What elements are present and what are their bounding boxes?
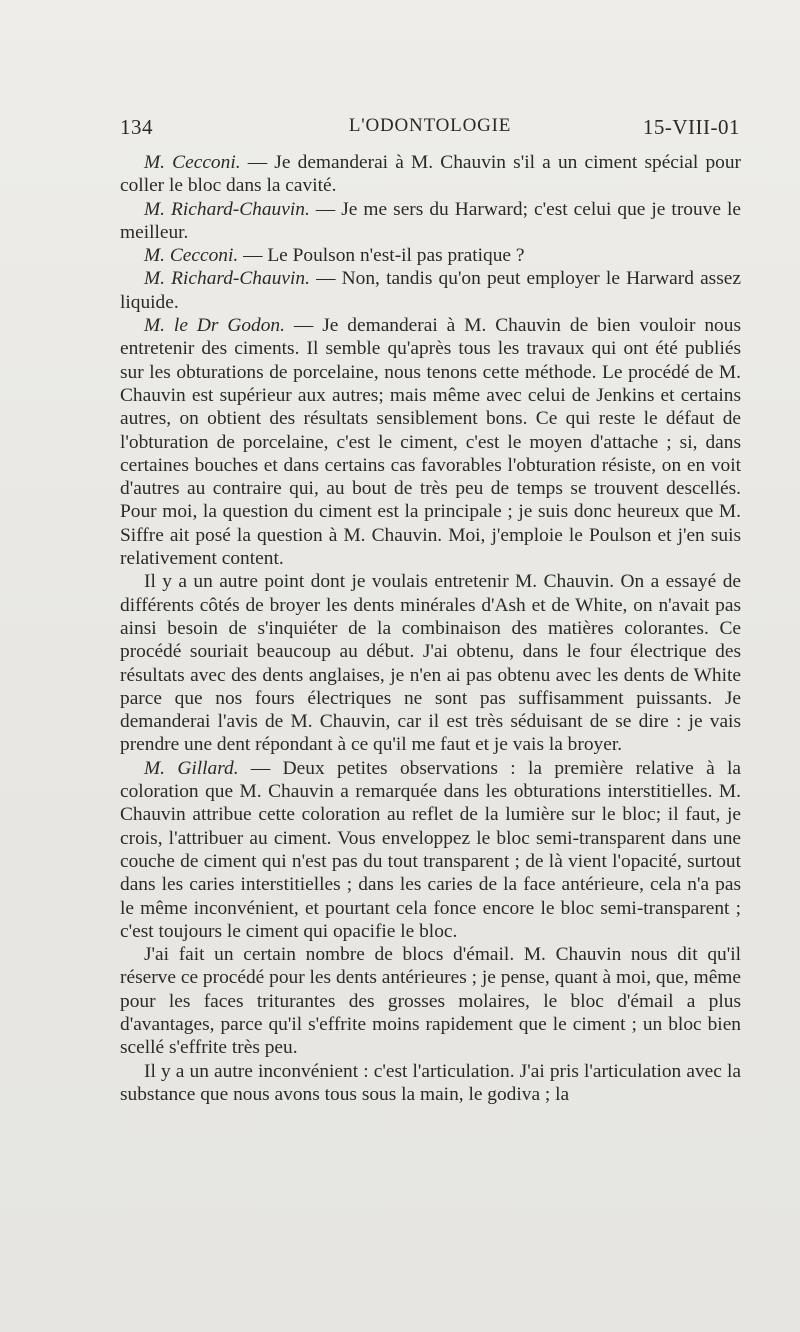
paragraph-text: J'ai fait un certain nombre de blocs d'émail. M. Chauvin nous dit qu'il réserve ce procédé pour les dents antérieures ; je pense, quant à moi, que, même pour les faces triturantes des grosses molaires, le bloc d'émail a plus d'avantages, parce qu'il s'effrite moins rapidement que le ciment ; un bloc bien scellé s'effrite très peu.: [120, 944, 741, 1059]
paragraph: [120, 943, 741, 1059]
paragraph-text: — Deux petites observations : la première relative à la coloration que M. Chauvin a remarquée dans les obturations interstitielles. M. Chauvin attribue cette coloration au reflet de la lumière sur le bloc; il faut, je crois, l'attribuer au ciment. Vous enveloppez le bloc semi-transparent dans une couche de ciment qui n'est pas du tout transparent ; de là vient l'opacité, surtout dans les caries interstitielles ; dans les caries de la face antérieure, cela n'a pas le même inconvénient, et pourtant cela fonce encore le bloc semi-transparent ; c'est toujours le ciment qui opacifie le bloc.: [120, 757, 742, 942]
speaker-name: M. Richard-Chauvin.: [144, 268, 310, 290]
speaker-name: M. Richard-Chauvin.: [144, 198, 310, 220]
paragraph-text: — Je demanderai à M. Chauvin s'il a un ciment spécial pour coller le bloc dans la cavité.: [120, 152, 741, 197]
page-number: 134: [120, 115, 153, 139]
speaker-name: M. Cecconi.: [144, 152, 241, 173]
paragraph: [120, 1060, 741, 1107]
paragraph: [120, 314, 741, 570]
paragraph: [120, 570, 741, 756]
speaker-name: M. le Dr Godon.: [144, 315, 285, 337]
paragraph-text: — Le Poulson n'est-il pas pratique ?: [238, 245, 525, 267]
paragraph-text: Il y a un autre inconvénient : c'est l'articulation. J'ai pris l'articulation avec la substance que nous avons tous sous la main, le godiva ; la: [120, 1060, 741, 1105]
paragraph: [120, 151, 741, 198]
speaker-name: M. Gillard.: [144, 757, 239, 779]
page-body: [120, 151, 741, 1106]
paragraph: [120, 198, 741, 245]
paragraph-text: Il y a un autre point dont je voulais entretenir M. Chauvin. On a essayé de différents côtés de broyer les dents minérales d'Ash et de White, on n'avait pas ainsi besoin de s'inquiéter de la combinaison des matières colorantes. Ce procédé souriait beaucoup au début. J'ai obtenu, dans le four électrique des résultats avec des dents anglaises, je n'en ai pas obtenu avec les dents de White parce que nos fours électriques ne sont pas suffisamment puissants. Je demanderai l'avis de M. Chauvin, car il est très séduisant de se dire : je vais prendre une dent répondant à ce qu'il me faut et je vais la broyer.: [120, 571, 741, 756]
speaker-name: M. Cecconi.: [144, 245, 239, 267]
paragraph-text: — Je demanderai à M. Chauvin de bien vouloir nous entretenir des ciments. Il semble qu'après tous les travaux qui ont été publiés sur les obturations de porcelaine, nous tenons cette méthode. Le procédé de M. Chauvin est supérieur aux autres; mais même avec celui de Jenkins et certains autres, on obtient des résultats sensiblement bons. Ce qui reste le défaut de l'obturation de porcelaine, c'est le ciment, c'est le moyen d'attache ; si, dans certaines bouches et dans certains cas favorables l'obturation résiste, on en voit d'autres au contraire qui, au bout de très peu de temps se trouvent descellés. Pour moi, la question du ciment est la principale ; je suis donc heureux que M. Siffre ait posé la question à M. Chauvin. Moi, j'emploie le Poulson et j'en suis relativement content.: [120, 315, 741, 570]
paragraph-text: — Je me sers du Harward; c'est celui que je trouve le meilleur.: [120, 198, 741, 243]
issue-date: 15-VIII-01: [642, 115, 740, 139]
paragraph: [120, 757, 741, 943]
journal-title: L'ODONTOLOGIE: [348, 115, 512, 136]
paragraph: [120, 267, 741, 314]
running-header: [120, 115, 740, 145]
paragraph: [120, 244, 741, 267]
paragraph-text: — Non, tandis qu'on peut employer le Harward assez liquide.: [120, 268, 741, 313]
